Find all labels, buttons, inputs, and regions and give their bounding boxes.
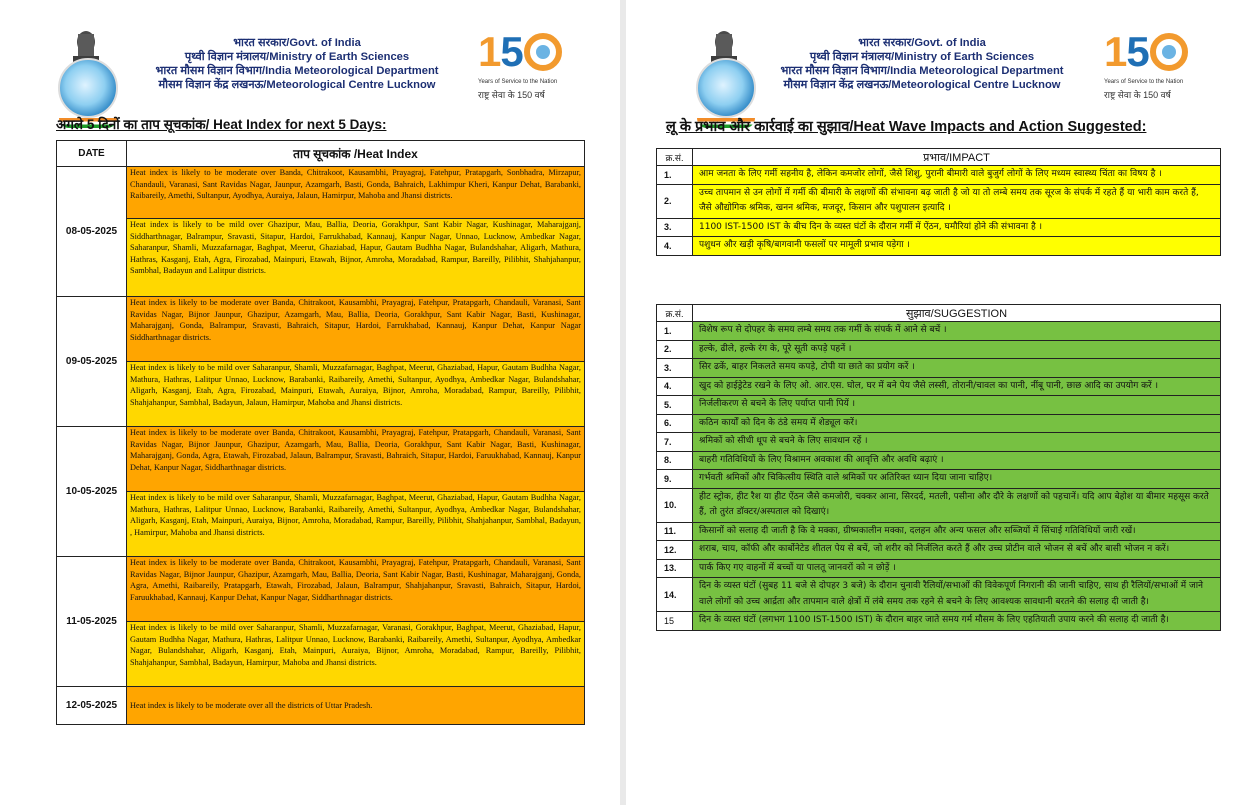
suggestion-text: विशेष रूप से दोपहर के समय लम्बे समय तक गर्मी के संपर्क में आने से बचें । bbox=[693, 322, 1221, 341]
impact-text: 1100 IST-1500 IST के बीच दिन के व्यस्त घंटों के दौरान गर्मी में ऐंठन, घमौरियां होने की संभावना है । bbox=[693, 218, 1221, 237]
suggestion-text: निर्जलीकरण से बचने के लिए पर्याप्त पानी पियें । bbox=[693, 396, 1221, 415]
serial-cell: 11. bbox=[657, 522, 693, 541]
anniversary-caption: Years of Service to the Nation bbox=[478, 79, 558, 85]
serial-cell: 2. bbox=[657, 340, 693, 359]
table-row bbox=[657, 470, 1221, 489]
date-cell: 11-05-2025 bbox=[57, 557, 127, 687]
serial-cell: 8. bbox=[657, 451, 693, 470]
globe-icon bbox=[524, 33, 562, 71]
table-row bbox=[57, 167, 585, 219]
table-row bbox=[57, 492, 585, 557]
serial-cell: 9. bbox=[657, 470, 693, 489]
table-row bbox=[657, 322, 1221, 341]
table-row bbox=[657, 340, 1221, 359]
moderate-cell: Heat index is likely to be moderate over Banda, Chitrakoot, Kausambhi, Prayagraj, Fatehpur, Pratapgarh, Chandauli, Varanasi, Sant Ravidas Nagar, Bijnor Jaunpur, Ghazipur, Azamgarh, Mau, Ballia, Deoria, Gorakhpur, Sant Kabir Nagar, Basti, Kushinagar, Maharajganj, Gonda, Balrampur, Sravasti, Bahraich, Sitapur, Hardoi, Farrukhabad, Kannauj, Kanpur Dehat, Kanpur Nagar Siddharthnagar districts. bbox=[127, 297, 585, 362]
anniversary-caption: Years of Service to the Nation bbox=[1104, 79, 1184, 85]
table-row bbox=[657, 237, 1221, 256]
serial-cell: 1. bbox=[657, 322, 693, 341]
table-row bbox=[657, 612, 1221, 631]
header bbox=[0, 24, 620, 110]
suggestion-text: गर्भवती श्रमिकों और चिकित्सीय स्थिति वाले श्रमिकों पर अतिरिक्त ध्यान दिया जाना चाहिए। bbox=[693, 470, 1221, 489]
suggestion-table bbox=[656, 304, 1221, 631]
govt-name: भारत सरकार/Govt. of India bbox=[858, 37, 986, 49]
centre-name: मौसम विज्ञान केंद्र लखनऊ/Meteorological Centre Lucknow bbox=[158, 79, 436, 91]
mild-cell: Heat index is likely to be mild over Saharanpur, Shamli, Muzzafarnagar, Baghpat, Meerut, Ghaziabad, Hapur, Gautam Budhha Nagar, Mathura, Hathras, Lalitpur Unnao, Lucknow, Barabanki, Raibareily, Amethi, Sultanpur, Ayodhya, Ambedkar Nagar, Bulandshahar, Aligarh, Kasganj, Etah, Mainpuri, Auraiya, Bijnor, Amroha, Moradabad, Rampur, Bareilly, Pilibhit, Shahjahanpur, Sambhal, Badayun, , Hamirpur, Mahoba and Jhansi districts. bbox=[127, 492, 585, 557]
anniversary-logo: 15 Years of Service to the Nation राष्ट्र सेवा के 150 वर्ष bbox=[1104, 30, 1204, 96]
col-impact: प्रभाव/IMPACT bbox=[693, 149, 1221, 166]
impact-table bbox=[656, 148, 1221, 256]
imd-logo-icon bbox=[696, 58, 756, 118]
serial-cell: 13. bbox=[657, 559, 693, 578]
mild-cell: Heat index is likely to be mild over Ghazipur, Mau, Ballia, Deoria, Gorakhpur, Sant Kabir Nagar, Kushinagar, Maharajganj, Siddharthnagar, Balrampur, Sravasti, Sitapur, Hardoi, Farrukhabad, Kannauj, Kanpur Nagar, Unnao, Lucknow, Ambedkar Nagar, Saharanpur, Shamli, Muzzafarnagar, Baghpat, Meerut, Ghaziabad, Hapur, Gautam Budhha Nagar, Bulandshahar, Aligarh, Mathura, Hathras, Kasganj, Etah, Agra, Firozabad, Mainpuri, Etawah, Bijnor, Amroha, Moradabad, Rampur, Bareilly, Pilibhit, Shahjahanpur, Sambhal, Badayun and Lalitpur districts. bbox=[127, 219, 585, 297]
header bbox=[626, 24, 1244, 110]
serial-cell: 6. bbox=[657, 414, 693, 433]
table-row bbox=[57, 297, 585, 362]
heat-index-table bbox=[56, 140, 585, 725]
col-serial: क्र.सं. bbox=[657, 305, 693, 322]
table-row bbox=[657, 488, 1221, 522]
table-row bbox=[657, 359, 1221, 378]
table-row bbox=[657, 184, 1221, 218]
table-row bbox=[657, 396, 1221, 415]
col-serial: क्र.सं. bbox=[657, 149, 693, 166]
serial-cell: 15 bbox=[657, 612, 693, 631]
department-name: भारत मौसम विज्ञान विभाग/India Meteorological Department bbox=[155, 65, 439, 77]
globe-icon bbox=[1150, 33, 1188, 71]
suggestion-text: हीट स्ट्रोक, हीट रैश या हीट ऐंठन जैसे कमजोरी, चक्कर आना, सिरदर्द, मतली, पसीना और दौरे के लक्षणों को पहचानें। यदि आप बेहोश या बीमार महसूस करते हैं, तो तुरंत डॉक्टर/अस्पताल को दिखाएं। bbox=[693, 488, 1221, 522]
table-row bbox=[657, 377, 1221, 396]
table-row bbox=[57, 219, 585, 297]
suggestion-text: हल्के, ढीले, हल्के रंग के, पूरे सूती कपड़े पहनें । bbox=[693, 340, 1221, 359]
table-row bbox=[657, 166, 1221, 185]
suggestion-text: किसानों को सलाह दी जाती है कि वे मक्का, ग्रीष्मकालीन मक्का, दलहन और अन्य फसल और सब्जियों में सिंचाई गतिविधियों जारी रखें। bbox=[693, 522, 1221, 541]
department-name: भारत मौसम विज्ञान विभाग/India Meteorological Department bbox=[780, 65, 1064, 77]
suggestion-text: कठिन कार्यों को दिन के ठंडे समय में शेड्यूल करें। bbox=[693, 414, 1221, 433]
impact-text: पशुधन और खड़ी कृषि/बागवानी फसलों पर मामूली प्रभाव पड़ेगा । bbox=[693, 237, 1221, 256]
col-suggestion: सुझाव/SUGGESTION bbox=[693, 305, 1221, 322]
anniversary-logo: 15 Years of Service to the Nation राष्ट्र सेवा के 150 वर्ष bbox=[478, 30, 578, 96]
suggestion-text: शराब, चाय, कॉफी और कार्बोनेटेड शीतल पेय से बचें, जो शरीर को निर्जलित करते हैं और उच्च प्रोटीन वाले भोजन से बचें और बासी भोजन न करें। bbox=[693, 541, 1221, 560]
impact-text: उच्च तापमान से उन लोगों में गर्मी की बीमारी के लक्षणों की संभावना बढ़ जाती है जो या तो लम्बे समय तक सूरज के संपर्क में रहते हैं या भारी काम करते हैं, जैसे औद्योगिक श्रमिक, खनन श्रमिक, मजदूर, किसान और पशुपालन इत्यादि । bbox=[693, 184, 1221, 218]
moderate-cell: Heat index is likely to be moderate over all the districts of Uttar Pradesh. bbox=[127, 687, 585, 725]
serial-cell: 1. bbox=[657, 166, 693, 185]
table-row bbox=[657, 578, 1221, 612]
anniversary-hindi: राष्ट्र सेवा के 150 वर्ष bbox=[478, 90, 545, 100]
centre-name: मौसम विज्ञान केंद्र लखनऊ/Meteorological Centre Lucknow bbox=[783, 79, 1061, 91]
table-header-row bbox=[657, 305, 1221, 322]
mild-cell: Heat index is likely to be mild over Saharanpur, Shamli, Muzzafarnagar, Baghpat, Meerut, Ghaziabad, Hapur, Gautam Budhha Nagar, Mathura, Hathras, Lalitpur Unnao, Lucknow, Barabanki, Raibareily, Amethi, Sultanpur, Ayodhya, Ambedkar Nagar, Bulandshahar, Aligarh, Kasganj, Etah, Agra, Firozabad, Mainpuri, Etawah, Auraiya, Bijnor, Amroha, Moradabad, Rampur, Bareilly, Pilibhit, Shahjahanpur, Sambhal, Badayun, Jalaun, Hamirpur, Mahoba and Jhansi districts. bbox=[127, 362, 585, 427]
page-heat-index bbox=[0, 0, 620, 805]
ministry-name: पृथ्वी विज्ञान मंत्रालय/Ministry of Earth Sciences bbox=[809, 51, 1035, 63]
moderate-cell: Heat index is likely to be moderate over Banda, Chitrakoot, Kausambhi, Prayagraj, Fatehpur, Pratapgarh, Sonbhadra, Mirzapur, Chandauli, Varanasi, Sant Ravidas Nagar, Jaunpur, Azamgarh, Basti, Gonda, Bahraich, Lakhimpur Kheri, Kanpur Dehat, Barabanki, Raibareily, Amethi, Sultanpur, Ayodhya, Auraiya, Jalaun, Hamirpur, Mahoba and Jhansi districts. bbox=[127, 167, 585, 219]
org-block bbox=[757, 36, 1087, 92]
ministry-name: पृथ्वी विज्ञान मंत्रालय/Ministry of Earth Sciences bbox=[184, 51, 410, 63]
moderate-cell: Heat index is likely to be moderate over Banda, Chitrakoot, Kausambhi, Prayagraj, Fatehpur, Pratapgarh, Chandauli, Varanasi, Sant Ravidas Nagar, Bijnor Jaunpur, Ghazipur, Azamgarh, Mau, Ballia, Deoria, Gorakhpur, Sant Kabir Nagar, Basti, Kushinagar, Maharajganj, Gonda, Agra, Etawah, Firozabad, Jalaun, Balrampur, Sravasti, Bahraich, Sitapur, Hardoi, Faruukhabad, Kannauj, Kanpur Dehat, Kanpur Nagar, Siddharthnagar districts. bbox=[127, 427, 585, 492]
date-cell: 10-05-2025 bbox=[57, 427, 127, 557]
mild-cell: Heat index is likely to be mild over Saharanpur, Shamli, Muzzafarnagar, Varanasi, Gorakhpur, Baghpat, Meerut, Ghaziabad, Hapur, Gautam Budhha Nagar, Mathura, Hathras, Lalitpur Unnao, Lucknow, Barabanki, Raibareily, Amethi, Sultanpur, Ayodhya, Ambedkar Nagar, Bulandshahar, Aligarh, Kasganj, Etah, Mainpuri, Auraiya, Bijnor, Amroha, Moradabad, Rampur, Bareilly, Pilibhit, Shahjahanpur, Sambhal, Badayun, Hamirpur, Mahoba and Jhansi districts. bbox=[127, 622, 585, 687]
table-row bbox=[657, 218, 1221, 237]
date-cell: 09-05-2025 bbox=[57, 297, 127, 427]
col-heat-index: ताप सूचकांक /Heat Index bbox=[127, 141, 585, 167]
table-row bbox=[657, 433, 1221, 452]
suggestion-text: खुद को हाईड्रेटेड रखने के लिए ओ. आर.एस. घोल, घर में बने पेय जैसे लस्सी, तोरानी/चावल का पानी, नींबू पानी, छाछ आदि का उपयोग करें । bbox=[693, 377, 1221, 396]
heat-index-title: अगले 5 दिनों का ताप सूचकांक/ Heat Index for next 5 Days: bbox=[56, 117, 387, 132]
org-block bbox=[132, 36, 462, 92]
suggestion-text: दिन के व्यस्त घंटों (लगभग 1100 IST-1500 IST) के दौरान बाहर जाते समय गर्म मौसम के लिए एहतियाती उपाय करने की सलाह दी जाती है। bbox=[693, 612, 1221, 631]
date-cell: 08-05-2025 bbox=[57, 167, 127, 297]
table-row bbox=[57, 362, 585, 427]
table-header-row bbox=[57, 141, 585, 167]
serial-cell: 7. bbox=[657, 433, 693, 452]
table-row bbox=[57, 427, 585, 492]
suggestion-text: श्रमिकों को सीधी धूप से बचने के लिए सावधान रहें । bbox=[693, 433, 1221, 452]
table-row bbox=[57, 557, 585, 622]
suggestion-text: दिन के व्यस्त घंटों (सुबह 11 बजे से दोपहर 3 बजे) के दौरान चुनावी रैलियों/सभाओं की विवेकपूर्ण निगरानी की जानी चाहिए, साथ ही रैलियों/सभाओं में जाने वाले लोगों को उच्च आर्द्रता और तापमान वाले क्षेत्रों में लंबे समय तक रहने से बचने के लिए आवश्यक सावधानी बरतने की सलाह दी जाती है। bbox=[693, 578, 1221, 612]
serial-cell: 3. bbox=[657, 359, 693, 378]
serial-cell: 14. bbox=[657, 578, 693, 612]
table-row bbox=[657, 541, 1221, 560]
table-row bbox=[57, 622, 585, 687]
date-cell: 12-05-2025 bbox=[57, 687, 127, 725]
serial-cell: 3. bbox=[657, 218, 693, 237]
page-impacts bbox=[626, 0, 1244, 805]
table-row bbox=[657, 414, 1221, 433]
moderate-cell: Heat index is likely to be moderate over Banda, Chitrakoot, Kausambhi, Prayagraj, Fatehpur, Pratapgarh, Chandauli, Varanasi, Sant Ravidas Nagar, Bijnor Jaunpur, Ghazipur, Azamgarh, Mau, Ballia, Deoria, Sant Kabir Nagar, Basti, Kushinagar, Maharajganj, Gonda, Agra, Amethi, Raibareily, Pratapgarh, Etawah, Firozabad, Jalaun, Balrampur, Shahjahanpur, Sravasti, Bahraich, Sitapur, Hardoi, Faruukhabad, Kannauj, Kanpur Dehat, Kanpur Nagar, Siddharthnagar districts. bbox=[127, 557, 585, 622]
table-row bbox=[657, 451, 1221, 470]
anniversary-hindi: राष्ट्र सेवा के 150 वर्ष bbox=[1104, 90, 1171, 100]
suggestion-text: सिर ढकें, बाहर निकलते समय कपड़े, टोपी या छाते का प्रयोग करें । bbox=[693, 359, 1221, 378]
serial-cell: 12. bbox=[657, 541, 693, 560]
table-header-row bbox=[657, 149, 1221, 166]
impact-text: आम जनता के लिए गर्मी सहनीय है, लेकिन कमजोर लोगों, जैसे शिशु, पुरानी बीमारी वाले बुजुर्ग लोगों के लिए मध्यम स्वास्थ्य चिंता का विषय है । bbox=[693, 166, 1221, 185]
table-row bbox=[657, 522, 1221, 541]
serial-cell: 4. bbox=[657, 237, 693, 256]
table-row bbox=[657, 559, 1221, 578]
suggestion-text: बाहरी गतिविधियों के लिए विश्रामन अवकाश की आवृत्ति और अवधि बढ़ाएं । bbox=[693, 451, 1221, 470]
suggestion-text: पार्क किए गए वाहनों में बच्चों या पालतू जानवरों को न छोड़ें । bbox=[693, 559, 1221, 578]
serial-cell: 5. bbox=[657, 396, 693, 415]
serial-cell: 4. bbox=[657, 377, 693, 396]
table-row bbox=[57, 687, 585, 725]
impacts-title: लू के प्रभाव और कार्रवाई का सुझाव/Heat Wave Impacts and Action Suggested: bbox=[666, 119, 1147, 135]
serial-cell: 2. bbox=[657, 184, 693, 218]
govt-name: भारत सरकार/Govt. of India bbox=[233, 37, 361, 49]
col-date: DATE bbox=[57, 141, 127, 167]
serial-cell: 10. bbox=[657, 488, 693, 522]
imd-logo-icon bbox=[58, 58, 118, 118]
